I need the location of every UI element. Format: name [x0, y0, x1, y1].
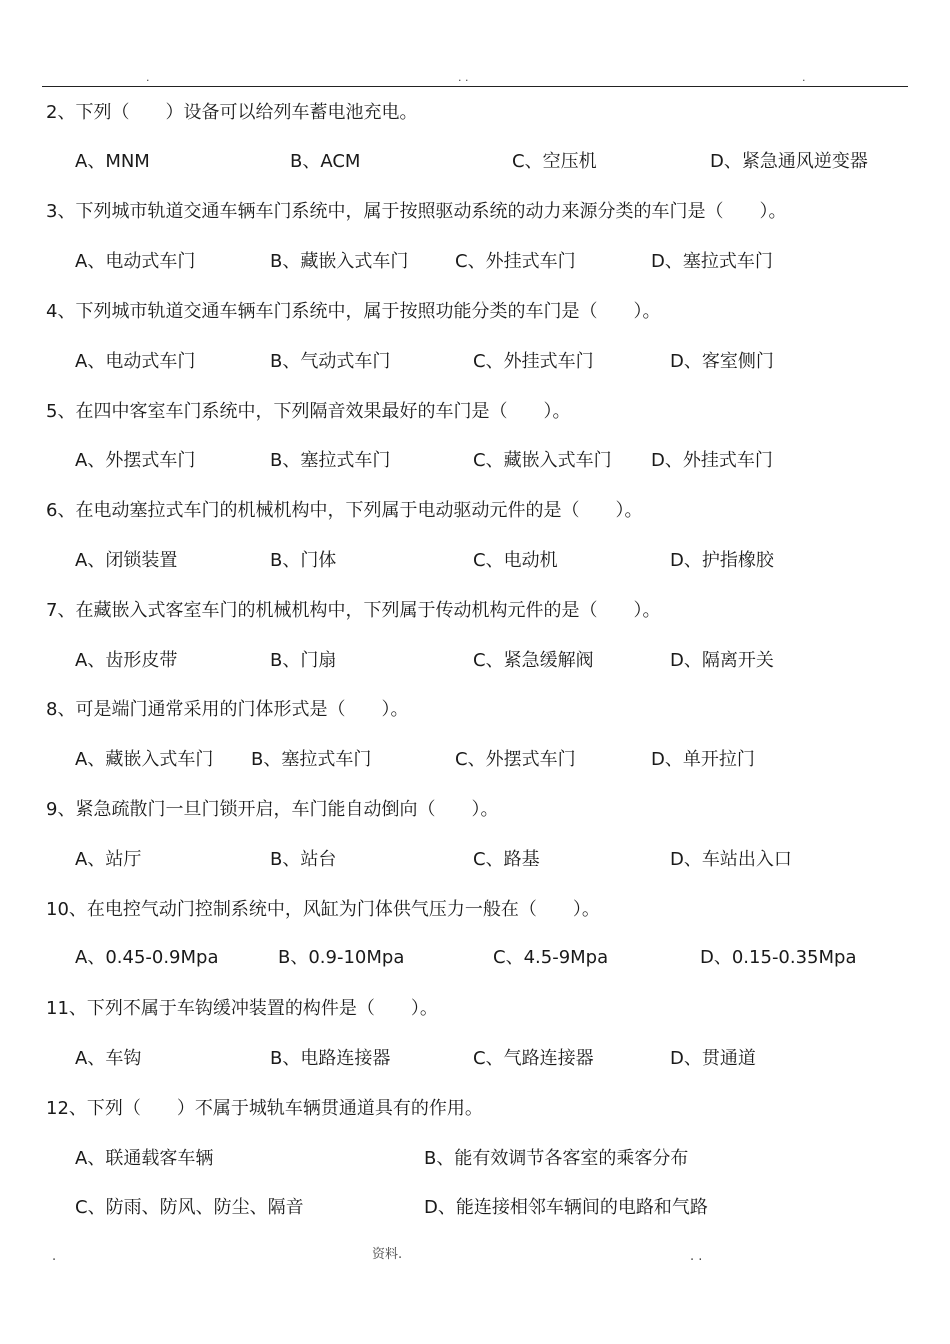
question-3-option-b: B、藏嵌入式车门	[270, 251, 409, 272]
question-8-option-a: A、藏嵌入式车门	[75, 749, 214, 770]
question-6-option-a: A、闭锁装置	[75, 550, 178, 571]
question-7-option-a: A、齿形皮带	[75, 650, 178, 671]
header-dot-center: . .	[458, 71, 469, 84]
question-8-option-b: B、塞拉式车门	[251, 749, 372, 770]
question-2-option-d: D、紧急通风逆变器	[710, 151, 868, 172]
question-9-option-c: C、路基	[473, 849, 540, 870]
question-4-stem: 4、下列城市轨道交通车辆车门系统中，属于按照功能分类的车门是（ ）。	[46, 301, 661, 322]
question-3-option-a: A、电动式车门	[75, 251, 196, 272]
question-5-option-c: C、藏嵌入式车门	[473, 450, 612, 471]
question-5-option-a: A、外摆式车门	[75, 450, 196, 471]
question-7-stem: 7、在藏嵌入式客室车门的机械机构中，下列属于传动机构元件的是（ ）。	[46, 600, 661, 621]
question-6-stem: 6、在电动塞拉式车门的机械机构中，下列属于电动驱动元件的是（ ）。	[46, 500, 643, 521]
question-8-stem: 8、可是端门通常采用的门体形式是（ ）。	[46, 699, 409, 720]
question-12-option-a: A、联通载客车辆	[75, 1148, 214, 1169]
question-3-stem: 3、下列城市轨道交通车辆车门系统中，属于按照驱动系统的动力来源分类的车门是（ ）。	[46, 201, 787, 222]
question-3-option-d: D、塞拉式车门	[651, 251, 773, 272]
question-5-stem: 5、在四中客室车门系统中，下列隔音效果最好的车门是（ ）。	[46, 401, 571, 422]
question-6-option-d: D、护指橡胶	[670, 550, 774, 571]
question-8-option-c: C、外摆式车门	[455, 749, 576, 770]
question-2-option-b: B、ACM	[290, 151, 361, 172]
question-11-stem: 11、下列不属于车钩缓冲装置的构件是（ ）。	[46, 998, 438, 1019]
question-4-option-c: C、外挂式车门	[473, 351, 594, 372]
question-5-option-d: D、外挂式车门	[651, 450, 773, 471]
footer-center-text: 资料.	[372, 1247, 403, 1262]
question-11-option-b: B、电路连接器	[270, 1048, 391, 1069]
question-12-option-b: B、能有效调节各客室的乘客分布	[424, 1148, 689, 1169]
question-5-option-b: B、塞拉式车门	[270, 450, 391, 471]
question-9-option-d: D、车站出入口	[670, 849, 792, 870]
question-10-option-c: C、4.5-9Mpa	[493, 947, 609, 968]
question-8-option-d: D、单开拉门	[651, 749, 755, 770]
question-2-option-c: C、空压机	[512, 151, 597, 172]
question-4-option-b: B、气动式车门	[270, 351, 391, 372]
footer-dot-right: . .	[690, 1249, 703, 1264]
question-11-option-d: D、贯通道	[670, 1048, 756, 1069]
question-11-option-a: A、车钩	[75, 1048, 142, 1069]
question-12-stem: 12、下列（ ）不属于城轨车辆贯通道具有的作用。	[46, 1098, 483, 1119]
question-7-option-c: C、紧急缓解阀	[473, 650, 594, 671]
question-9-option-b: B、站台	[270, 849, 337, 870]
question-2-stem: 2、下列（ ）设备可以给列车蓄电池充电。	[46, 102, 418, 123]
question-7-option-d: D、隔离开关	[670, 650, 774, 671]
question-12-option-d: D、能连接相邻车辆间的电路和气路	[424, 1197, 708, 1218]
question-10-option-d: D、0.15-0.35Mpa	[700, 947, 857, 968]
question-11-option-c: C、气路连接器	[473, 1048, 594, 1069]
question-6-option-b: B、门体	[270, 550, 337, 571]
header-dot-right: .	[802, 71, 806, 84]
question-10-stem: 10、在电控气动门控制系统中，风缸为门体供气压力一般在（ ）。	[46, 899, 600, 920]
question-7-option-b: B、门扇	[270, 650, 337, 671]
question-4-option-a: A、电动式车门	[75, 351, 196, 372]
header-dot-left: .	[146, 71, 150, 84]
header-rule	[42, 86, 908, 87]
question-9-stem: 9、紧急疏散门一旦门锁开启，车门能自动倒向（ ）。	[46, 799, 499, 820]
footer-dot-left: .	[52, 1249, 57, 1264]
question-10-option-b: B、0.9-10Mpa	[278, 947, 405, 968]
question-3-option-c: C、外挂式车门	[455, 251, 576, 272]
question-6-option-c: C、电动机	[473, 550, 558, 571]
question-9-option-a: A、站厅	[75, 849, 142, 870]
question-2-option-a: A、MNM	[75, 151, 150, 172]
question-4-option-d: D、客室侧门	[670, 351, 774, 372]
question-10-option-a: A、0.45-0.9Mpa	[75, 947, 219, 968]
question-12-option-c: C、防雨、防风、防尘、隔音	[75, 1197, 304, 1218]
